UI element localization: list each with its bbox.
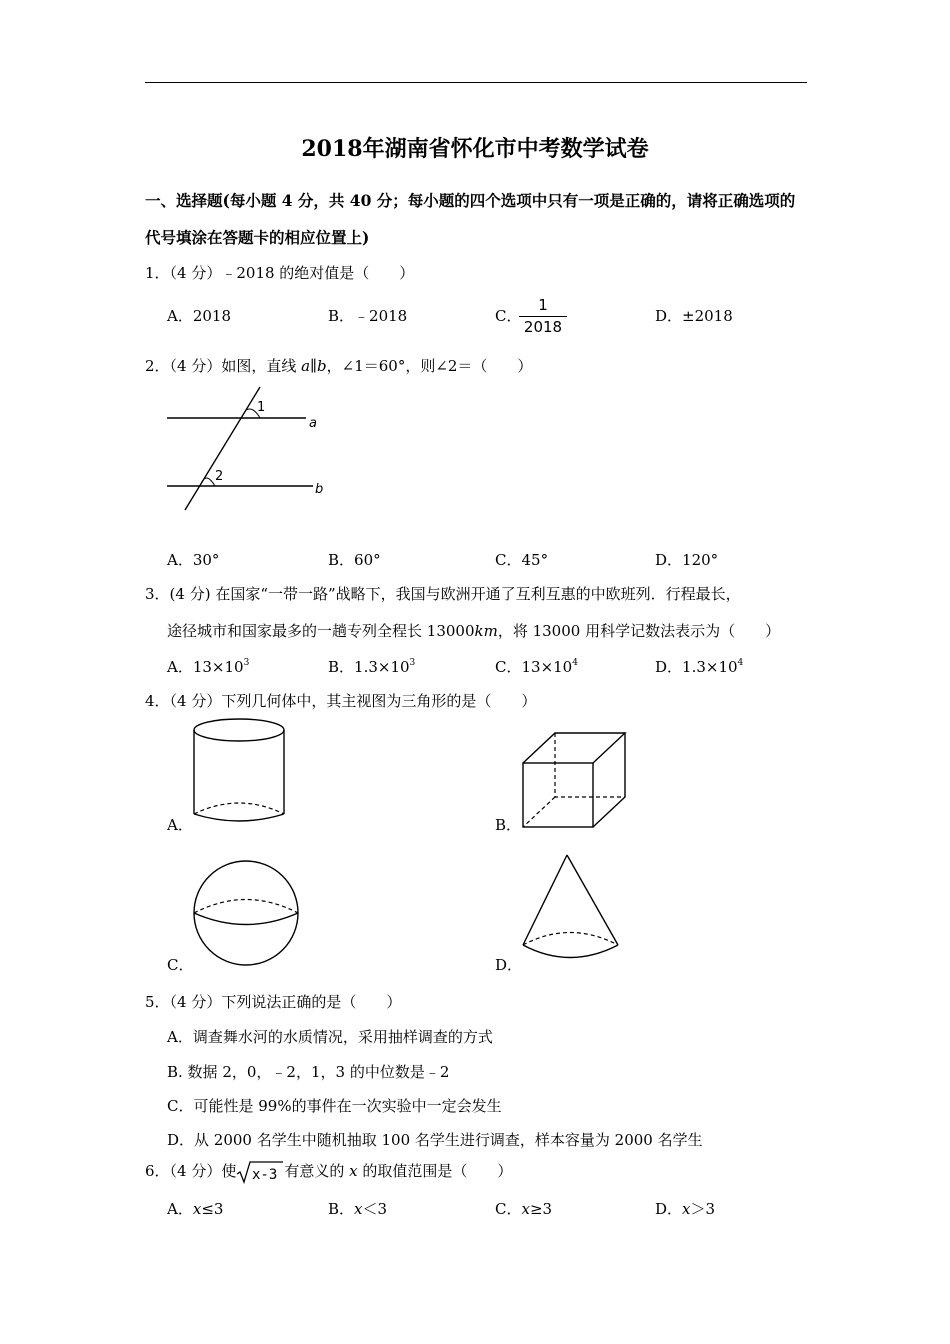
radical-sign-icon	[236, 1160, 284, 1184]
transversal-line	[185, 387, 260, 510]
q5-option-a: A．调查舞水河的水质情况，采用抽样调查的方式	[167, 1028, 493, 1046]
unit-km: km	[474, 622, 498, 640]
q1-option-b: B．﹣2018	[328, 307, 408, 325]
fraction-denominator: 2018	[523, 318, 563, 336]
q3-stem-line2: 途径城市和国家最多的一趟专列全程长 13000km，将 13000 用科学记数法表示为（ ）	[167, 622, 781, 640]
q3-option-c: C．$13\times 10^4$	[495, 658, 578, 676]
cylinder-icon	[185, 712, 295, 830]
var-a: a	[301, 357, 311, 375]
q4-option-c: C．	[167, 956, 194, 974]
angle1-label: 1	[257, 400, 266, 415]
q5-option-d: D．从 2000 名学生中随机抽取 100 名学生进行调查，样本容量为 2000 名学生	[167, 1131, 703, 1149]
q3-stem-line1: 3．(4 分) 在国家“一带一路”战略下，我国与欧洲开通了互利互惠的中欧班列．行程最长，	[145, 585, 741, 603]
q6-option-c: C．x≥3	[495, 1200, 553, 1218]
cube-icon	[515, 725, 630, 835]
q4-option-d: D．	[495, 956, 523, 974]
line-a-label: a	[309, 416, 317, 431]
fraction-numerator: 1	[538, 296, 548, 314]
q6-option-d: D．x＞3	[655, 1200, 716, 1218]
q3-option-b: B．$1.3\times 10^3$	[328, 658, 416, 676]
q1-option-c-fraction	[519, 296, 567, 336]
q2-option-b: B．60°	[328, 551, 381, 569]
q1-stem: 1．（4 分）﹣2018 的绝对值是（ ）	[145, 264, 415, 282]
q6-option-a: A．x≤3	[167, 1200, 224, 1218]
header-rule	[145, 82, 807, 83]
q1-option-a: A．2018	[167, 307, 232, 325]
q2-option-a: A．30°	[167, 551, 220, 569]
q1-option-d: D．±2018	[655, 307, 733, 325]
q5-option-c: C．可能性是 99%的事件在一次实验中一定会发生	[167, 1097, 502, 1115]
parallel-lines-figure	[160, 380, 335, 515]
q4-option-a: A．	[167, 816, 193, 834]
sqrt-expression	[236, 1160, 284, 1184]
q1-option-c-label: C．	[495, 307, 522, 325]
q2-stem: 2．（4 分）如图，直线 a∥b，∠1＝60°，则∠2＝（ ）	[145, 357, 533, 375]
section-heading-line2: 代号填涂在答题卡的相应位置上)	[145, 228, 370, 247]
q2-option-d: D．120°	[655, 551, 719, 569]
q5-stem: 5．（4 分）下列说法正确的是（ ）	[145, 993, 402, 1011]
radicand: x-3	[252, 1167, 278, 1183]
section-heading-line1: 一、选择题(每小题 4 分，共 40 分；每小题的四个选项中只有一项是正确的，请将正确选项的	[145, 191, 796, 210]
var-x: x	[349, 1162, 358, 1180]
q4-stem: 4．（4 分）下列几何体中，其主视图为三角形的是（ ）	[145, 692, 537, 710]
q3-option-d: D．$1.3\times 10^4$	[655, 658, 744, 676]
q5-option-b: B. 数据 2，0，﹣2，1，3 的中位数是﹣2	[167, 1063, 450, 1081]
q6-option-b: B．x＜3	[328, 1200, 388, 1218]
angle2-label: 2	[215, 469, 224, 484]
q3-option-a: A．$13\times 10^3$	[167, 658, 250, 676]
sphere-icon	[187, 856, 307, 970]
cone-icon	[515, 850, 630, 970]
var-b: b	[317, 357, 327, 375]
fraction-bar	[519, 316, 567, 317]
q2-option-c: C．45°	[495, 551, 549, 569]
page-title: 2018年湖南省怀化市中考数学试卷	[301, 136, 649, 162]
q6-stem: 6．（4 分）使 x-3 有意义的 x 的取值范围是（ ）	[145, 1162, 513, 1183]
line-b-label: b	[315, 482, 324, 497]
q4-option-b: B．	[495, 816, 522, 834]
